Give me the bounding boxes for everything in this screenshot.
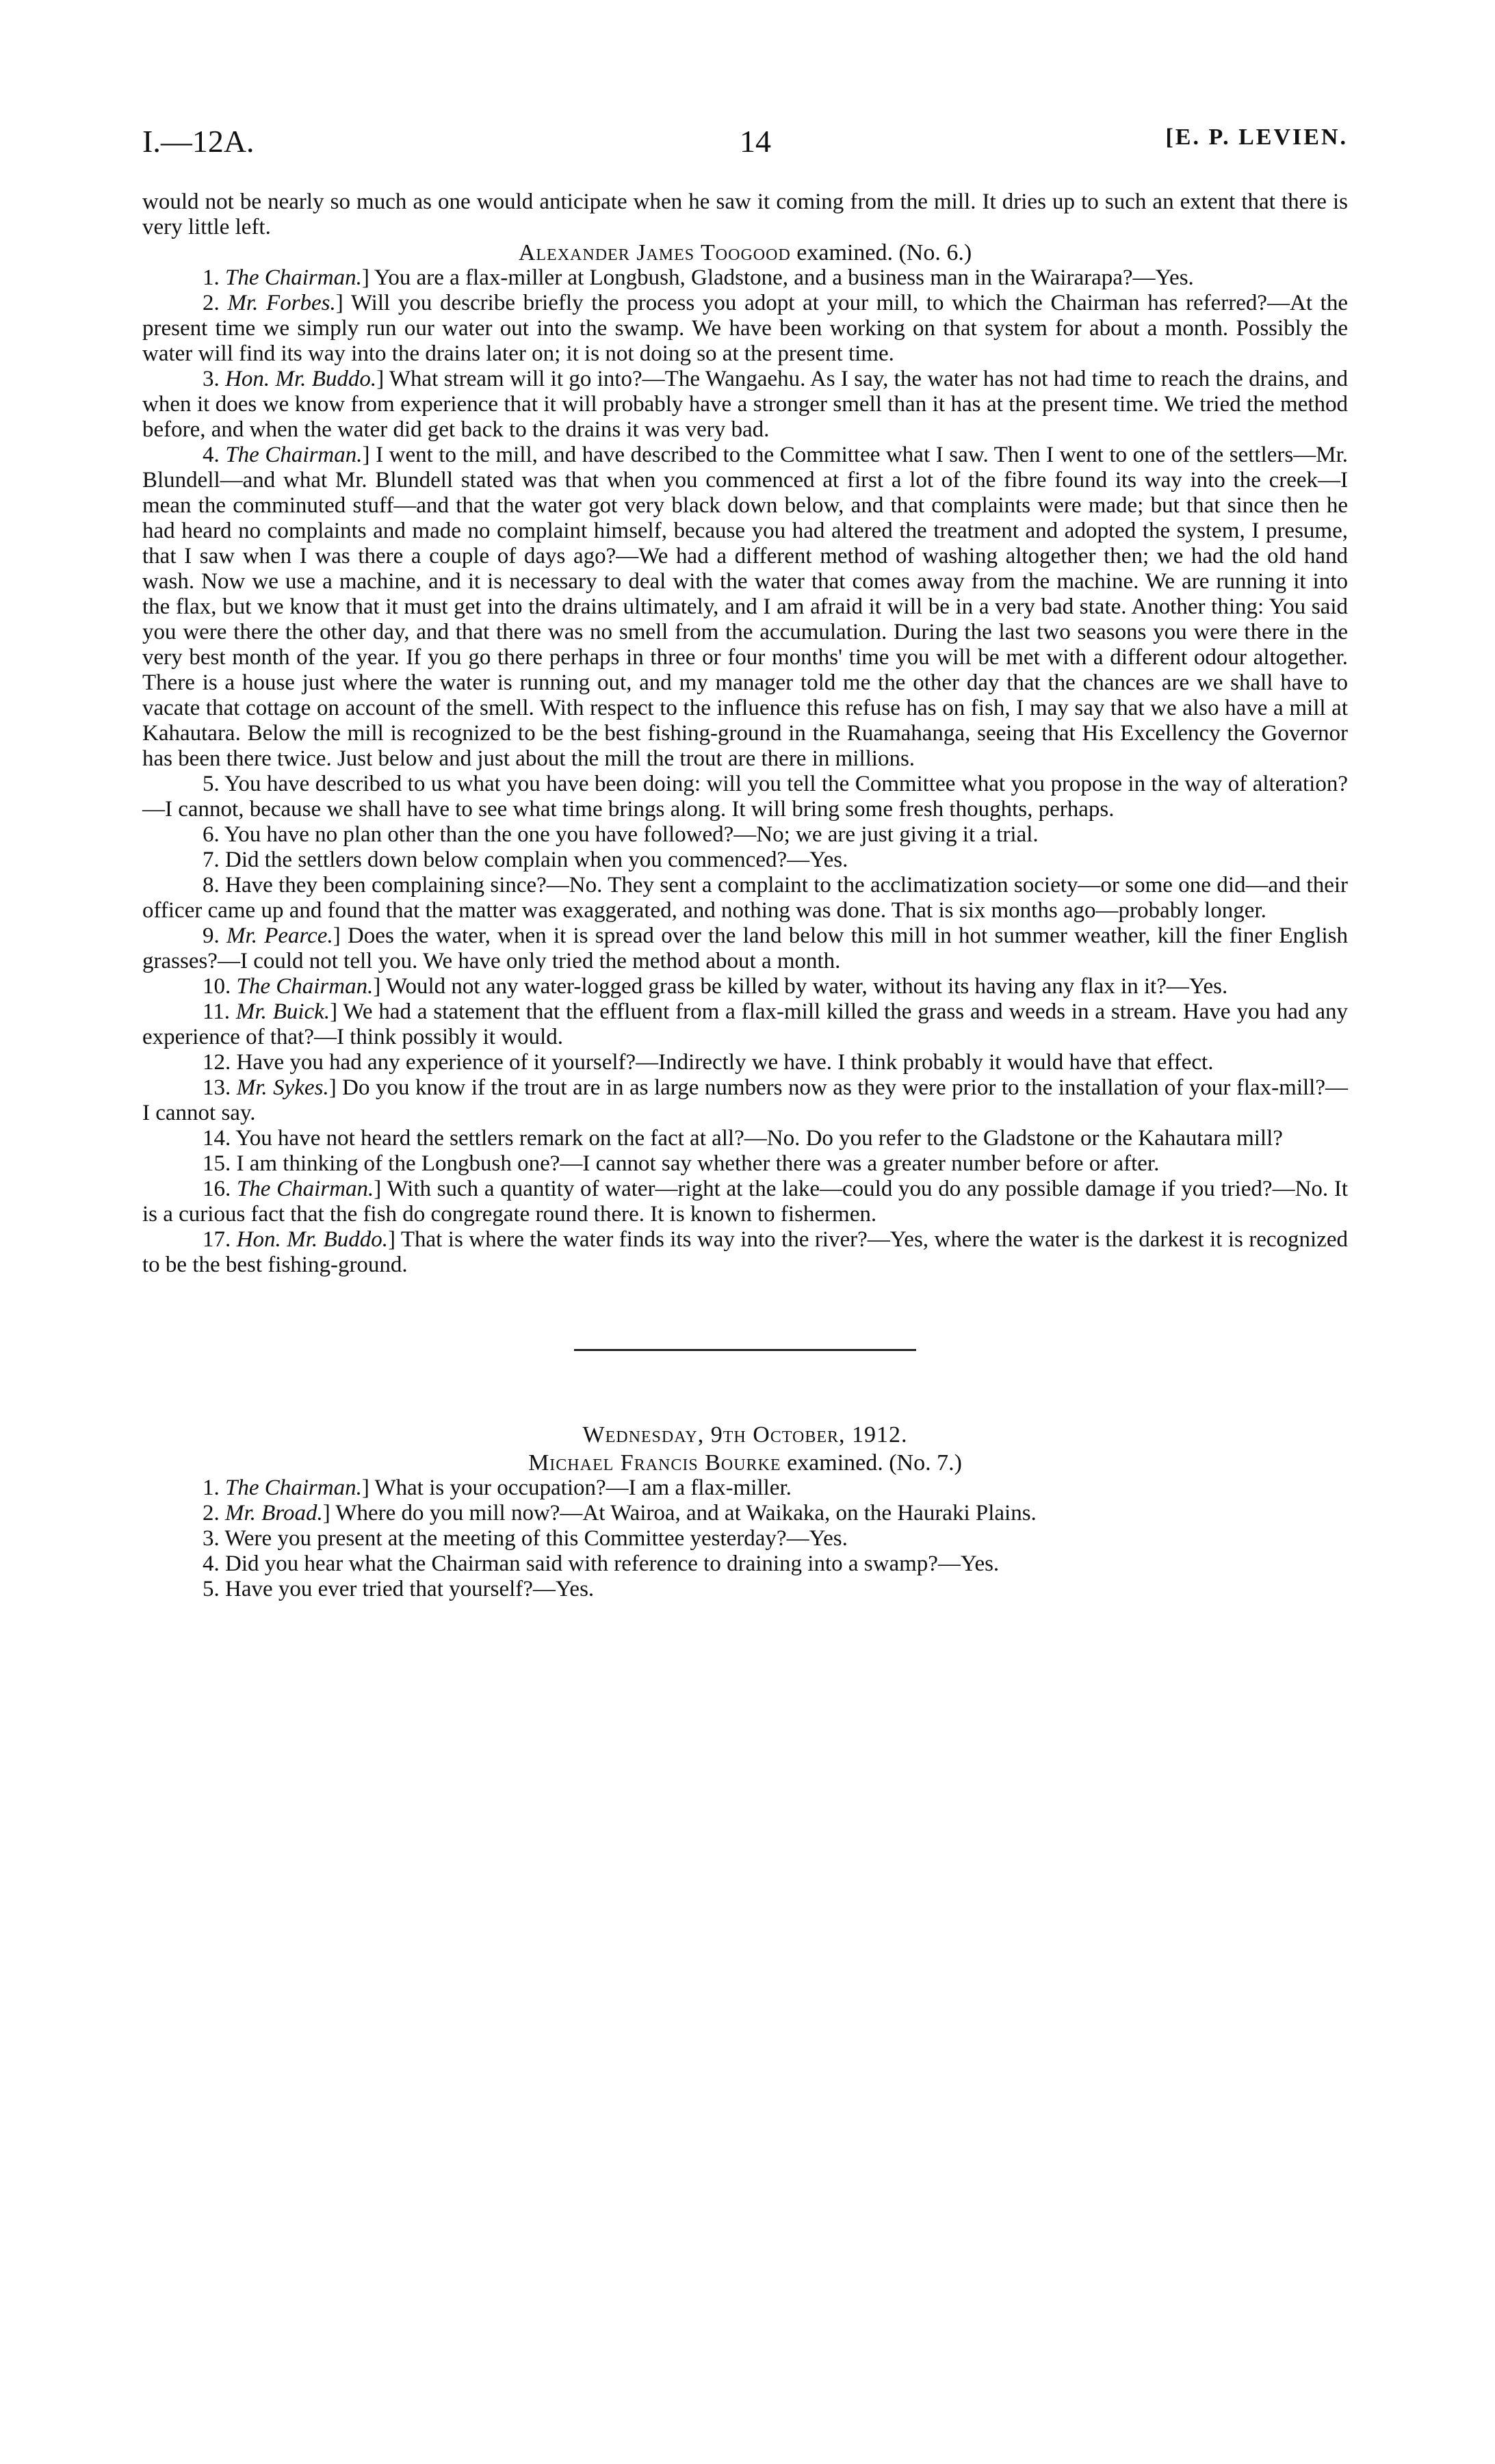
question-number: 3.	[203, 1526, 220, 1551]
question-text: ] That is where the water finds its way into the river?—Yes, where the water is the darkest it is recognized to be the best fishing-ground.	[142, 1227, 1348, 1277]
question-number: 14.	[203, 1126, 231, 1151]
question-paragraph	[142, 1075, 1348, 1126]
question-paragraph	[142, 873, 1348, 923]
section-heading-toogood: Alexander James Toogood examined. (No. 6.)	[518, 240, 972, 265]
question-text: I am thinking of the Longbush one?—I cannot say whether there was a greater number before or after.	[236, 1151, 1160, 1176]
question-text: ] What stream will it go into?—The Wangaehu. As I say, the water has not had time to reach the drains, and when it does we know from experience that it will probably have a stronger smell than it has at the present time. We tried the method before, and when the water did get back to the drains it was very bad.	[142, 367, 1349, 442]
page-header	[142, 123, 1348, 164]
question-paragraph	[142, 1177, 1348, 1227]
speaker-name: The Chairman.	[225, 443, 363, 467]
speaker-name: Mr. Broad.	[225, 1501, 323, 1525]
question-text: ] Where do you mill now?—At Wairoa, and at Waikaka, on the Hauraki Plains.	[322, 1501, 1037, 1525]
question-number: 17.	[203, 1227, 231, 1252]
question-number: 4.	[203, 1551, 220, 1576]
question-number: 11.	[203, 999, 231, 1024]
page-number: 14	[740, 124, 771, 159]
speaker-name: Mr. Buick.	[235, 999, 330, 1024]
question-paragraph	[142, 1126, 1348, 1151]
question-text: ] What is your occupation?—I am a flax-miller.	[361, 1476, 792, 1500]
speaker-name: Mr. Pearce.	[226, 923, 333, 948]
section-divider	[574, 1349, 916, 1351]
question-number: 7.	[203, 848, 220, 872]
speaker-name: Mr. Sykes.	[236, 1075, 329, 1100]
question-number: 5.	[203, 772, 220, 796]
question-text: ] Will you describe briefly the process you adopt at your mill, to which the Chairman has referred?—At the present time we simply run our water out into the swamp. We have been working on that system for about a month. Possibly the water will find its way into the drains later on; it is not doing so at the present time.	[142, 291, 1348, 366]
question-paragraph	[142, 1577, 1348, 1602]
question-paragraph	[142, 923, 1348, 974]
question-text: ] Do you know if the trout are in as large numbers now as they were prior to the installation of your flax-mill?—I cannot say.	[142, 1075, 1348, 1125]
question-paragraph	[142, 974, 1348, 999]
question-paragraph	[142, 291, 1348, 367]
question-paragraph	[142, 848, 1348, 873]
section-heading-bourke: Michael Francis Bourke examined. (No. 7.)	[528, 1450, 962, 1476]
question-paragraph	[142, 1050, 1348, 1075]
question-text: ] With such a quantity of water—right at the lake—could you do any possible damage if you tried?—No. It is a curious fact that the fish do congregate round there. It is known to fishermen.	[142, 1177, 1349, 1227]
question-text: Were you present at the meeting of this Committee yesterday?—Yes.	[224, 1526, 848, 1551]
speaker-name: Hon. Mr. Buddo.	[225, 367, 377, 391]
question-number: 12.	[203, 1050, 231, 1075]
question-paragraph	[142, 1227, 1348, 1278]
question-text: ] Would not any water-logged grass be killed by water, without its having any flax in it?—Yes.	[373, 974, 1228, 999]
speaker-name: The Chairman.	[225, 1476, 362, 1500]
section1-questions	[142, 265, 1348, 1278]
question-paragraph	[142, 1151, 1348, 1177]
question-number: 9.	[203, 923, 220, 948]
question-number: 13.	[203, 1075, 231, 1100]
question-number: 15.	[203, 1151, 231, 1176]
speaker-name: The Chairman.	[236, 974, 374, 999]
question-paragraph	[142, 1526, 1348, 1551]
question-number: 16.	[203, 1177, 231, 1201]
speaker-name: The Chairman.	[236, 1177, 374, 1201]
question-paragraph	[142, 1476, 1348, 1501]
question-text: Did the settlers down below complain when you commenced?—Yes.	[225, 848, 848, 872]
witness-running-head: [E. P. LEVIEN.	[1165, 124, 1348, 150]
question-paragraph	[142, 999, 1348, 1050]
question-number: 5.	[203, 1577, 220, 1601]
question-paragraph	[142, 265, 1348, 291]
section2-questions	[142, 1476, 1348, 1602]
question-number: 2.	[203, 291, 220, 315]
question-text: You have no plan other than the one you have followed?—No; we are just giving it a trial.	[224, 822, 1039, 847]
question-number: 2.	[203, 1501, 220, 1525]
question-number: 3.	[203, 367, 220, 391]
question-text: ] We had a statement that the effluent from a flax-mill killed the grass and weeds in a stream. Have you had any experience of that?—I think possibly it would.	[142, 999, 1348, 1049]
question-paragraph	[142, 822, 1348, 848]
date-heading: Wednesday, 9th October, 1912.	[582, 1422, 908, 1447]
question-text: Have you had any experience of it yourself?—Indirectly we have. I think probably it would have that effect.	[236, 1050, 1214, 1075]
body-text	[142, 189, 1348, 1602]
report-reference: I.—12A.	[142, 124, 255, 159]
question-text: ] I went to the mill, and have described to the Committee what I saw. Then I went to one of the settlers—Mr. Blundell—and what Mr. Blundell stated was that when you commenced at first a lot of the fibre found its way into the creek—I mean the comminuted stuff—and that the water got very black down below, and that complaints were made; but that since then he had heard no complaints and made no complaint himself, because you had altered the treatment and adopted the system, I presume, that I saw when I was there a couple of days ago?—We had a different method of washing altogether then; we had the old hand wash. Now we use a machine, and it is necessary to deal with the water that comes away from the machine. We are running it into the flax, but we know that it must get into the drains ultimately, and I am afraid it will be in a very bad state. Another thing: You said you were there the other day, and that there was no smell from the accumulation. During the last two seasons you were there in the very best month of the year. If you go there perhaps in three or four months' time you will be met with a different odour altogether. There is a house just where the water is running out, and my manager told me the other day that the chances are we shall have to vacate that cottage on account of the smell. With respect to the influence this refuse has on fish, I may say that we also have a mill at Kahautara. Below the mill is recognized to be the best fishing-ground in the Ruamahanga, seeing that His Excellency the Governor has been there twice. Just below and just about the mill the trout are there in millions.	[142, 443, 1348, 771]
question-number: 1.	[203, 265, 220, 290]
speaker-name: Mr. Forbes.	[227, 291, 336, 315]
question-text: Have they been complaining since?—No. They sent a complaint to the acclimatization society—or some one did—and their officer came up and found that the matter was exaggerated, and nothing was done. That is six months ago—probably longer.	[142, 873, 1349, 923]
question-text: ] You are a flax-miller at Longbush, Gladstone, and a business man in the Wairarapa?—Yes.	[361, 265, 1194, 290]
question-text: You have not heard the settlers remark on the fact at all?—No. Do you refer to the Gladstone or the Kahautara mill?	[235, 1126, 1283, 1151]
question-text: Did you hear what the Chairman said with reference to draining into a swamp?—Yes.	[225, 1551, 1000, 1576]
intro-paragraph: would not be nearly so much as one would anticipate when he saw it coming from the mill. It dries up to such an extent that there is very little left.	[142, 189, 1348, 239]
question-paragraph	[142, 367, 1348, 443]
question-text: Have you ever tried that yourself?—Yes.	[225, 1577, 595, 1601]
question-number: 10.	[203, 974, 231, 999]
question-number: 8.	[203, 873, 220, 897]
question-text: You have described to us what you have been doing: will you tell the Committee what you propose in the way of alteration?—I cannot, because we shall have to see what time brings along. It will bring some fresh thoughts, perhaps.	[142, 772, 1348, 822]
question-paragraph	[142, 1551, 1348, 1577]
question-number: 1.	[203, 1476, 220, 1500]
question-text: ] Does the water, when it is spread over the land below this mill in hot summer weather, kill the finer English grasses?—I could not tell you. We have only tried the method about a month.	[142, 923, 1348, 973]
speaker-name: The Chairman.	[225, 265, 362, 290]
question-paragraph	[142, 1501, 1348, 1526]
question-number: 6.	[203, 822, 220, 847]
question-paragraph	[142, 772, 1348, 822]
question-paragraph	[142, 443, 1348, 772]
question-number: 4.	[203, 443, 220, 467]
speaker-name: Hon. Mr. Buddo.	[236, 1227, 389, 1252]
